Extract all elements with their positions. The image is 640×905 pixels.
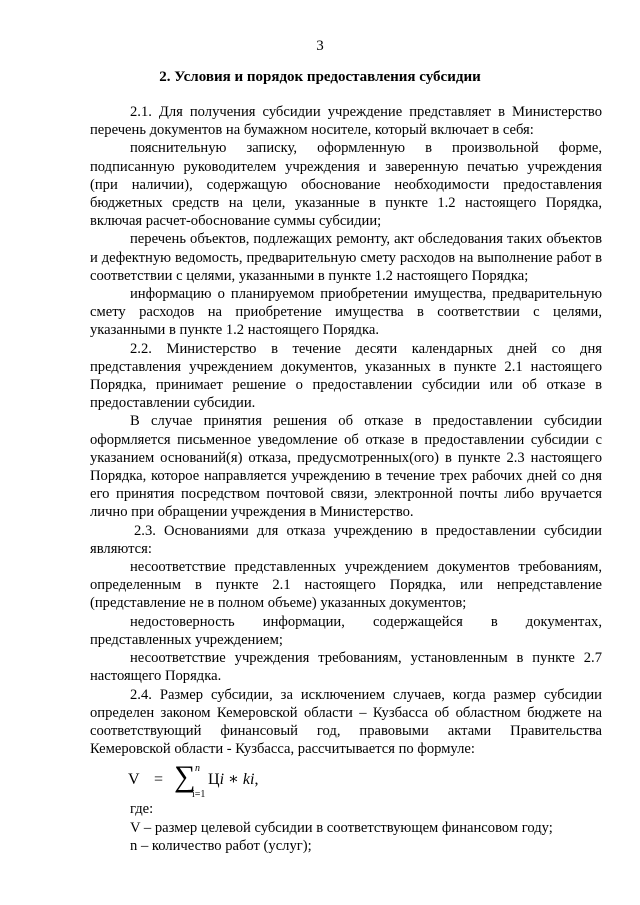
paragraph-2-2: 2.2. Министерство в течение десяти календарных дней со дня представления учреждением документов, указанных в пункте 2.1 настоящего Порядка, принимает решение о предоставлении субсидии или об отказе в предоставлении субсидии. [90,340,602,412]
subsidy-formula [90,760,602,800]
paragraph-2-1: 2.1. Для получения субсидии учреждение представляет в Министерство перечень документов на бумажном носителе, который включает в себя: [90,104,602,139]
formula-equals: = [154,771,164,789]
formula-expression: Цi ∗ ki, [208,771,259,789]
paragraph-2-4: 2.4. Размер субсидии, за исключением случаев, когда размер субсидии определен законом Кемеровской области – Кузбасса об областном бюджете на соответствующий финансовый год, правовыми актами Правительства Кемеровской области - Кузбасса, рассчитывается по формуле: [90,686,602,758]
paragraph-explanatory-note: пояснительную записку, оформленную в произвольной форме, подписанную руководителем учреждения и заверенную печатью учреждения (при наличии), содержащую обоснование необходимости предоставления бюджетных средств на цели, указанные в пункте 1.2 настоящего Порядка, включая расчет-обоснование суммы субсидии; [90,140,602,230]
paragraph-unreliable-info: недостоверность информации, содержащейся в документах, представленных учреждением; [90,613,602,648]
formula-upper-limit: n [195,763,200,775]
paragraph-def-v: V – размер целевой субсидии в соответствующем финансовом году; [130,819,553,836]
formula-lhs: V [128,771,140,789]
paragraph-noncompliance-docs: несоответствие представленных учреждением документов требованиям, определенным в пункте 2.1 настоящего Порядка, или непредставление (представление не в полном объеме) указанных документов; [90,559,602,612]
paragraph-noncompliance-requirements: несоответствие учреждения требованиям, установленным в пункте 2.7 настоящего Порядка. [90,650,602,685]
paragraph-def-n: n – количество работ (услуг); [130,837,312,854]
paragraph-2-3: 2.3. Основаниями для отказа учреждению в предоставлении субсидии являются: [90,522,602,557]
section-heading: 2. Условия и порядок предоставления субсидии [159,69,481,85]
formula-lower-limit: i=1 [192,789,206,801]
paragraph-property-info: информацию о планируемом приобретении имущества, предварительную смету расходов на приобретение имущества в соответствии с целями, указанными в пункте 1.2 настоящего Порядка. [90,286,602,339]
page-number: 3 [316,38,324,54]
document-body [90,103,602,855]
paragraph-repair-objects: перечень объектов, подлежащих ремонту, акт обследования таких объектов и дефектную ведомость, предварительную смету расходов на выполнение работ в соответствии с целями, указанными в пункте 1.2 настоящего Порядка; [90,231,602,284]
paragraph-refusal-notice: В случае принятия решения об отказе в предоставлении субсидии оформляется письменное уведомление об отказе в предоставлении субсидии с указанием оснований(я) отказа, предусмотренных(ого) в пункте 2.3 настоящего Порядка, которое направляется учреждению в течение трех рабочих дней со дня его принятия посредством почтовой связи, электронной почты либо вручается лично при обращении учреждения в Министерство. [90,413,602,521]
paragraph-where: где: [130,801,154,818]
formula-sum-symbol: ∑ [174,760,196,794]
